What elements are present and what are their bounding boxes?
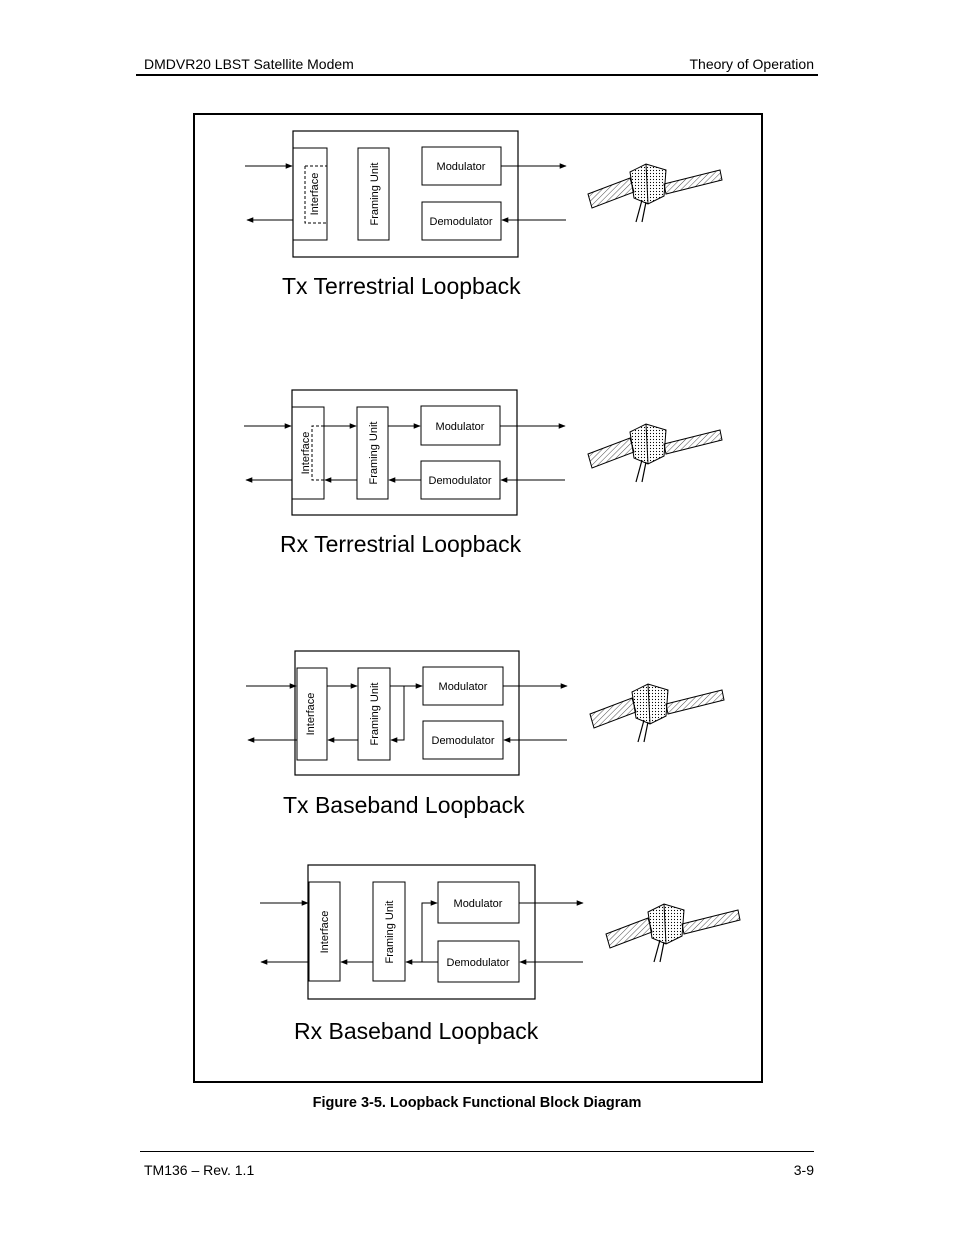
figure-caption: Figure 3-5. Loopback Functional Block Diagram xyxy=(312,1095,642,1111)
diagram-rx-baseband xyxy=(260,865,740,1044)
header-doc-title: DMDVR20 LBST Satellite Modem xyxy=(144,56,354,72)
interface-label: Interface xyxy=(319,910,331,954)
satellite-icon xyxy=(588,164,722,222)
diagram-tx-baseband xyxy=(246,651,724,818)
interface-label: Interface xyxy=(305,692,317,736)
framing-label: Framing Unit xyxy=(384,900,396,964)
demodulator-label: Demodulator xyxy=(429,216,493,228)
modulator-label: Modulator xyxy=(453,898,503,910)
modulator-label: Modulator xyxy=(438,681,488,693)
modem-enclosure xyxy=(292,390,517,515)
header-section-title: Theory of Operation xyxy=(689,56,814,72)
modem-enclosure xyxy=(295,651,519,775)
satellite-icon xyxy=(590,684,724,742)
loopback-path xyxy=(422,903,437,962)
footer-rule xyxy=(140,1151,814,1152)
modulator-label: Modulator xyxy=(436,161,486,173)
diagram-title: Tx Baseband Loopback xyxy=(283,792,525,818)
framing-label: Framing Unit xyxy=(369,682,381,746)
diagram-title: Rx Terrestrial Loopback xyxy=(280,531,522,557)
demodulator-label: Demodulator xyxy=(431,735,495,747)
satellite-icon xyxy=(606,904,740,962)
framing-label: Framing Unit xyxy=(368,421,380,485)
diagram-title: Tx Terrestrial Loopback xyxy=(282,273,521,299)
interface-label: Interface xyxy=(309,172,321,216)
loopback-path xyxy=(391,686,404,740)
footer-revision: TM136 – Rev. 1.1 xyxy=(144,1162,255,1178)
satellite-icon xyxy=(588,424,722,482)
loopback-path xyxy=(312,426,324,480)
demodulator-label: Demodulator xyxy=(428,475,492,487)
diagram-title: Rx Baseband Loopback xyxy=(294,1018,539,1044)
modulator-label: Modulator xyxy=(435,421,485,433)
interface-label: Interface xyxy=(300,431,312,475)
framing-label: Framing Unit xyxy=(369,162,381,226)
diagram-tx-terrestrial xyxy=(245,131,722,299)
footer-page-number: 3-9 xyxy=(793,1162,814,1178)
demodulator-label: Demodulator xyxy=(446,957,510,969)
diagram-rx-terrestrial xyxy=(244,390,722,557)
